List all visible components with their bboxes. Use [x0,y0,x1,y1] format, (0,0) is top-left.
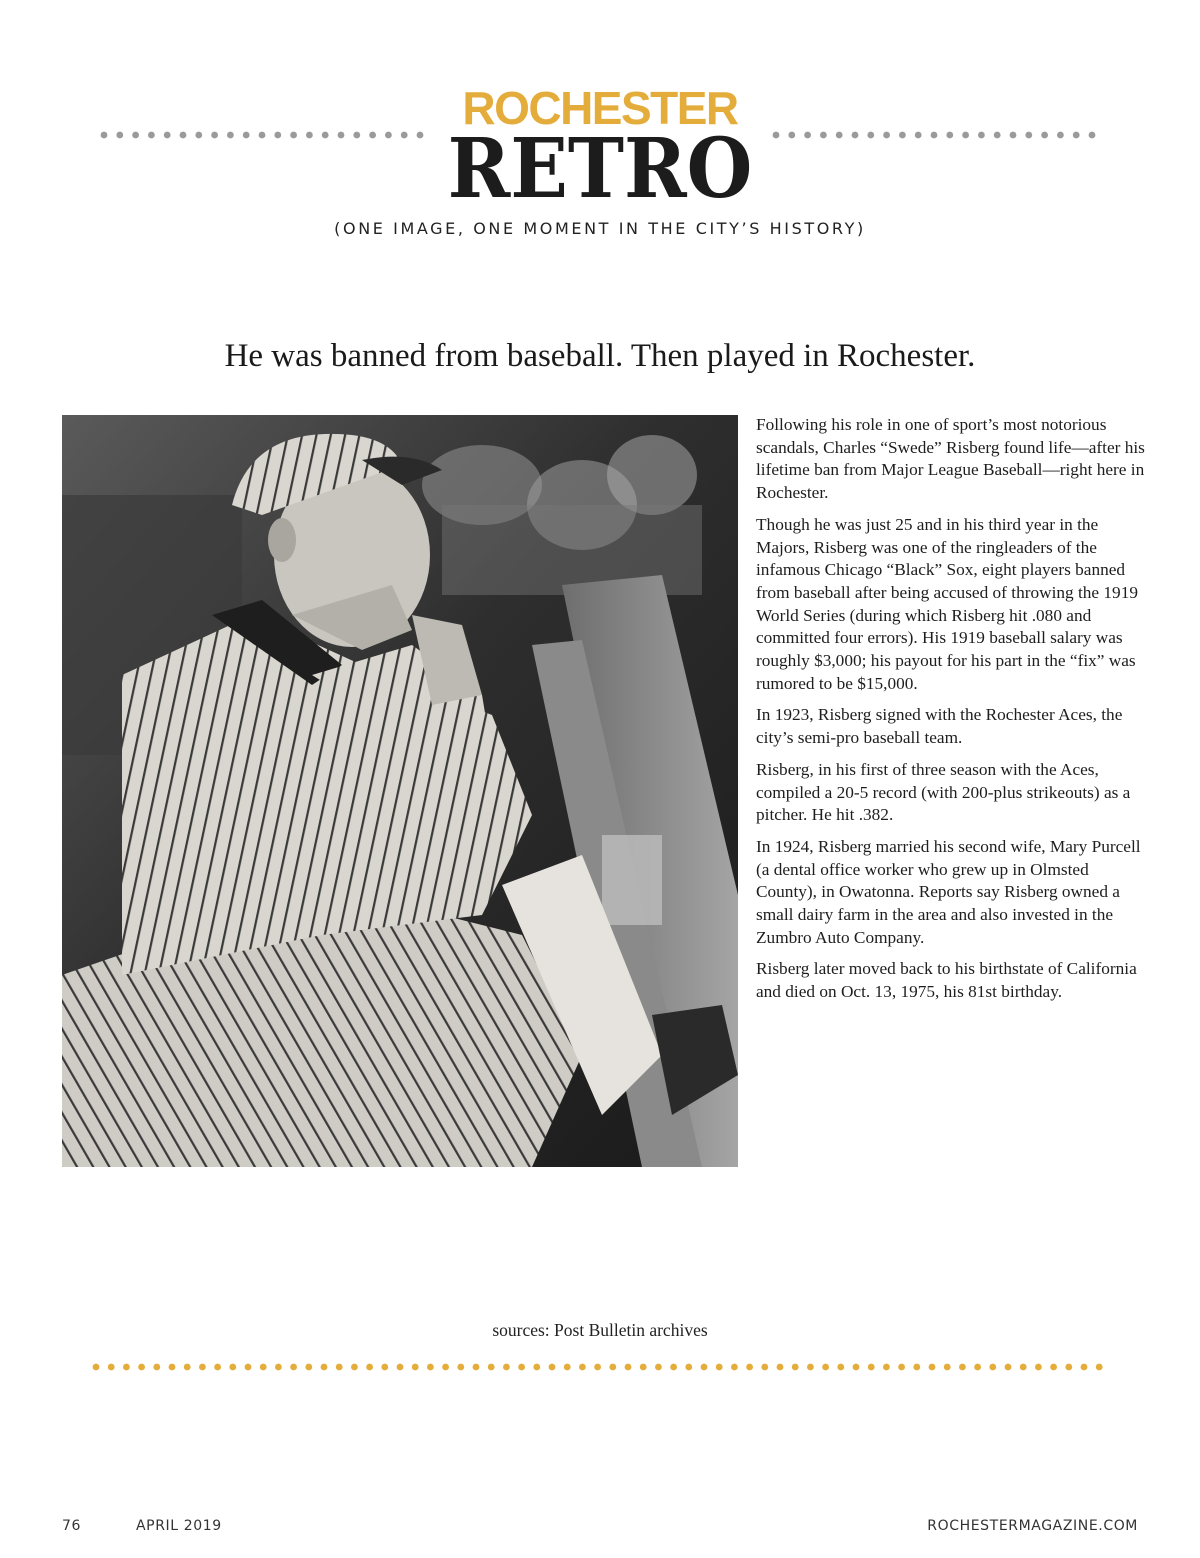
article-paragraph: In 1923, Risberg signed with the Rochester Aces, the city’s semi-pro baseball team. [756,705,1123,748]
article-body [756,414,1146,1013]
article-paragraph: Though he was just 25 and in his third year in the Majors, Risberg was one of the ringleaders of the infamous Chicago “Black” Sox, eight players banned from baseball after being accused of throwing the 1919 World Series (during which Risberg hit .080 and committed four errors). His 1919 baseball salary was roughly $3,000; his payout for his part in the “fix” was rumored to be $15,000. [756,514,1138,693]
article-paragraph: Risberg, in his first of three season with the Aces, compiled a 20-5 record (with 200-plus strikeouts) as a pitcher. He hit .382. [756,759,1131,825]
article-paragraph: In 1924, Risberg married his second wife, Mary Purcell (a dental office worker who grew up in Olmsted County), in Owatonna. Reports say Risberg owned a small dairy farm in the area and also invested in the Zumbro Auto Company. [756,836,1141,947]
masthead-kicker: ROCHESTER [462,82,738,134]
website-url: ROCHESTERMAGAZINE.COM [927,1518,1138,1534]
masthead [0,82,1200,217]
footer-dots [92,1362,1108,1372]
issue-date: APRIL 2019 [136,1518,222,1534]
vintage-baseball-player-photo [62,415,738,1167]
sources-line: sources: Post Bulletin archives [492,1320,708,1340]
page-number: 76 [62,1518,82,1534]
section-tagline: (ONE IMAGE, ONE MOMENT IN THE CITY’S HISTORY) [334,219,866,238]
masthead-title: RETRO [447,121,753,217]
article-headline: He was banned from baseball. Then played in Rochester. [224,338,976,374]
article-paragraph: Following his role in one of sport’s most notorious scandals, Charles “Swede” Risberg found life—after his lifetime ban from Major League Baseball—right here in Rochester. [756,415,1145,503]
article-paragraph: Risberg later moved back to his birthstate of California and died on Oct. 13, 1975, his 81st birthday. [756,959,1137,1002]
